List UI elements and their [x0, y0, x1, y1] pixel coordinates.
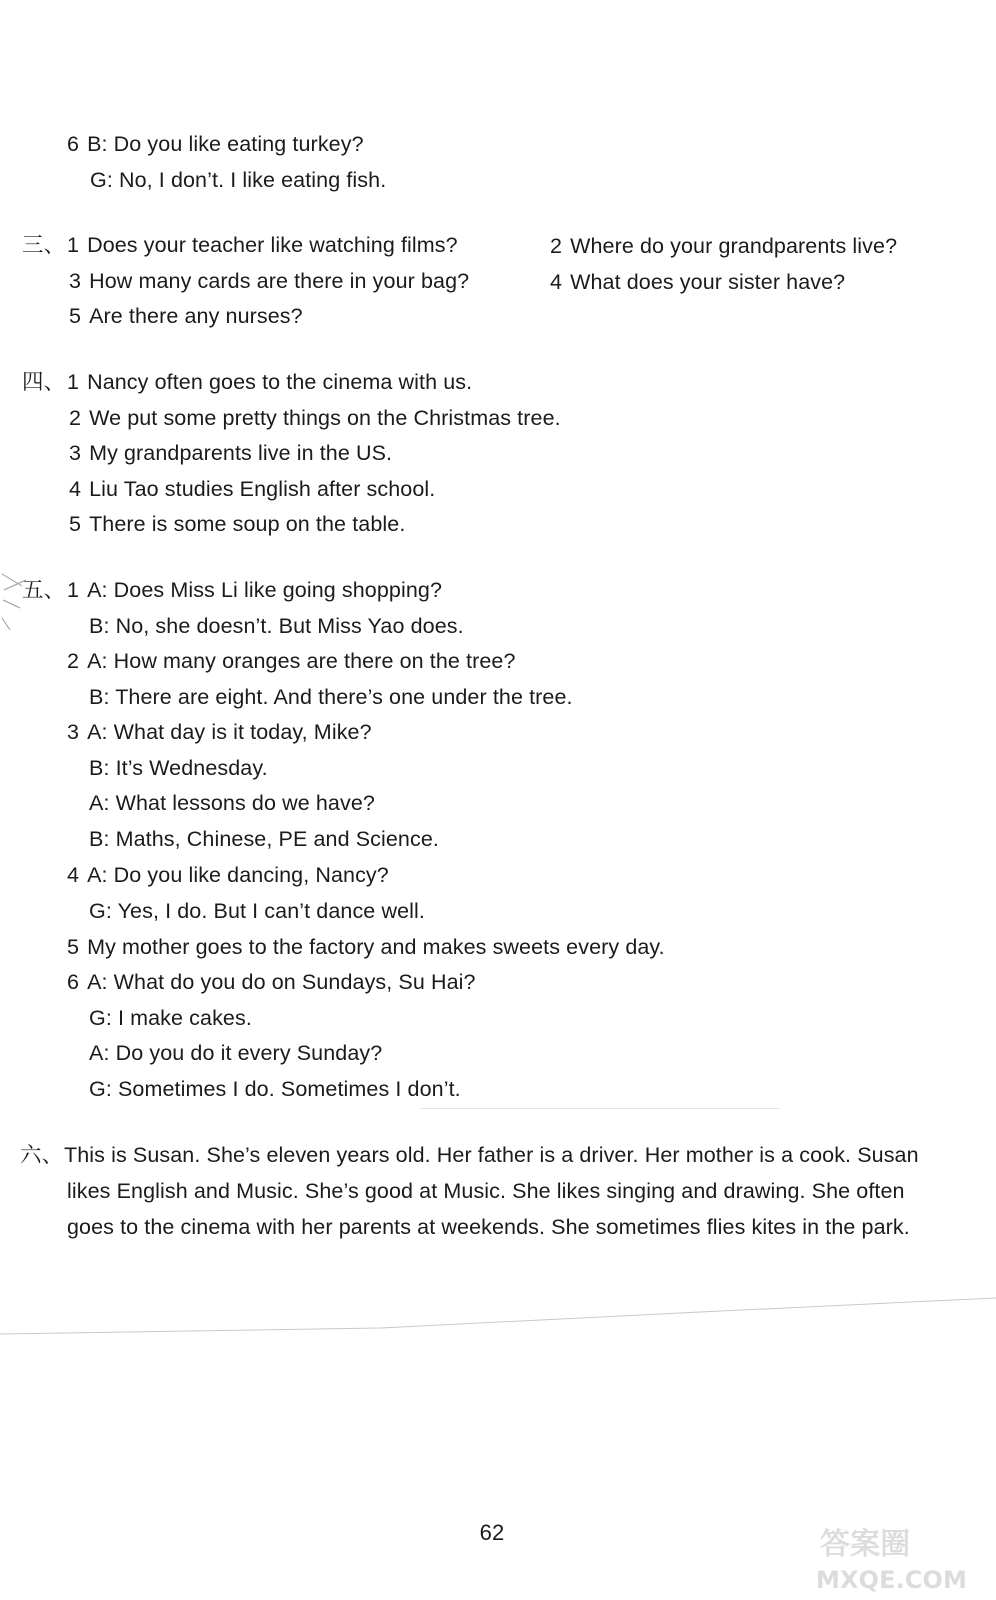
item-text: A: Do you like dancing, Nancy?	[87, 863, 389, 887]
item-text: There is some soup on the table.	[89, 512, 406, 536]
page-number: 62	[479, 1520, 505, 1545]
watermark-bottom-text: MXQE.COM	[816, 1566, 967, 1592]
item-number: 2	[550, 234, 563, 258]
item-text: Where do your grandparents live?	[570, 234, 898, 258]
answer-item	[67, 131, 364, 157]
item-text: Are there any nurses?	[89, 304, 303, 328]
answer-item	[67, 719, 372, 745]
answer-item	[550, 269, 845, 295]
answer-item	[67, 934, 665, 960]
item-number: 5	[69, 512, 82, 536]
section-marker-3: 三、	[22, 233, 66, 257]
item-number: 6	[67, 132, 80, 156]
answer-line: A: What lessons do we have?	[89, 791, 375, 815]
section-marker-5: 五、	[22, 578, 66, 602]
answer-item	[69, 268, 469, 294]
answer-line: G: Yes, I do. But I can’t dance well.	[89, 899, 425, 923]
item-number: 4	[550, 270, 563, 294]
answer-line: B: No, she doesn’t. But Miss Yao does.	[89, 614, 464, 638]
answer-item	[67, 648, 516, 674]
answer-item	[67, 577, 442, 603]
answer-item	[67, 232, 458, 258]
item-number: 3	[67, 720, 80, 744]
item-text: A: How many oranges are there on the tree?	[87, 649, 516, 673]
section-marker-6: 六、	[20, 1143, 64, 1167]
item-number: 2	[69, 406, 82, 430]
bottom-rule	[0, 1290, 996, 1340]
answer-line: B: There are eight. And there’s one under the tree.	[89, 685, 573, 709]
answer-item	[69, 303, 303, 329]
item-text: My grandparents live in the US.	[89, 441, 393, 465]
answer-line: B: Maths, Chinese, PE and Science.	[89, 827, 439, 851]
item-text: A: Does Miss Li like going shopping?	[87, 578, 443, 602]
item-text: A: What day is it today, Mike?	[87, 720, 372, 744]
answer-line: A: Do you do it every Sunday?	[89, 1041, 383, 1065]
item-number: 3	[69, 269, 82, 293]
item-number: 4	[69, 477, 82, 501]
item-number: 3	[69, 441, 82, 465]
passage-line: goes to the cinema with her parents at weekends. She sometimes flies kites in the park.	[67, 1215, 910, 1239]
item-text: Does your teacher like watching films?	[87, 233, 458, 257]
answer-line: B: It’s Wednesday.	[89, 756, 268, 780]
answer-item	[69, 405, 561, 431]
item-number: 1	[67, 578, 80, 602]
item-text: We put some pretty things on the Christmas tree.	[89, 406, 561, 430]
section-marker-4: 四、	[22, 370, 66, 394]
item-text: A: What do you do on Sundays, Su Hai?	[87, 970, 476, 994]
answer-item	[67, 369, 472, 395]
item-text: How many cards are there in your bag?	[89, 269, 470, 293]
item-text: Liu Tao studies English after school.	[89, 477, 436, 501]
item-number: 1	[67, 370, 80, 394]
item-text: Nancy often goes to the cinema with us.	[87, 370, 473, 394]
watermark-top-text: 答案圈	[820, 1527, 911, 1562]
answer-item	[69, 440, 392, 466]
item-number: 4	[67, 863, 80, 887]
answer-line: G: I make cakes.	[89, 1006, 252, 1030]
item-text: B: Do you like eating turkey?	[87, 132, 364, 156]
watermark-logo	[812, 1520, 982, 1592]
item-text: My mother goes to the factory and makes sweets every day.	[87, 935, 665, 959]
answer-item	[69, 476, 435, 502]
faint-divider	[420, 1108, 780, 1109]
passage-line: likes English and Music. She’s good at Music. She likes singing and drawing. She often	[67, 1179, 905, 1203]
item-text: What does your sister have?	[570, 270, 846, 294]
item-number: 5	[69, 304, 82, 328]
answer-item	[69, 511, 405, 537]
item-number: 5	[67, 935, 80, 959]
passage-line: This is Susan. She’s eleven years old. Her father is a driver. Her mother is a cook. Susan	[64, 1143, 919, 1167]
answer-line: G: Sometimes I do. Sometimes I don’t.	[89, 1077, 461, 1101]
answer-line: G: No, I don’t. I like eating fish.	[90, 168, 387, 192]
answer-item	[550, 233, 897, 259]
answer-item	[67, 862, 389, 888]
item-number: 2	[67, 649, 80, 673]
item-number: 1	[67, 233, 80, 257]
item-number: 6	[67, 970, 80, 994]
answer-item	[67, 969, 476, 995]
